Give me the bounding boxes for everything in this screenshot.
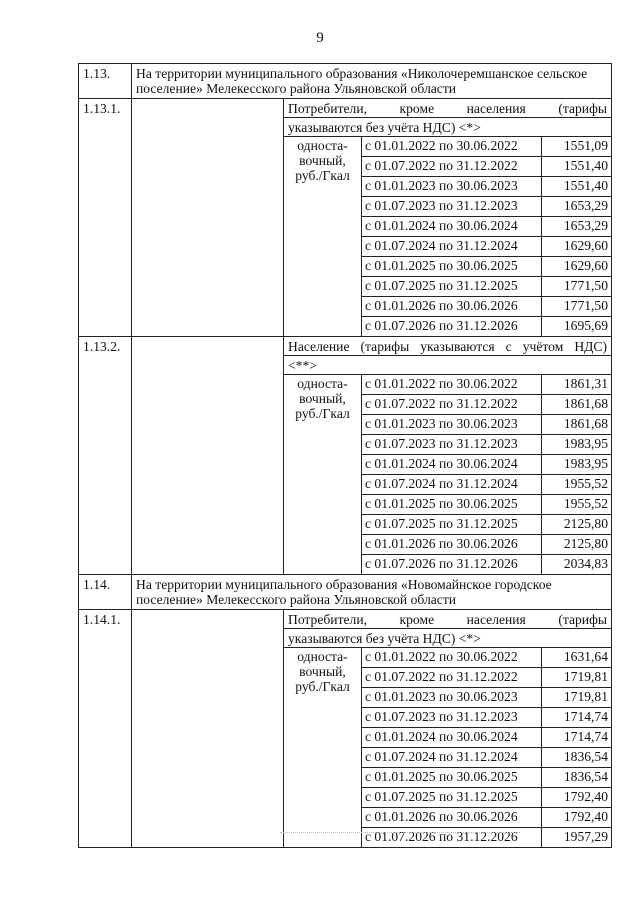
rate-period: с 01.01.2025 по 30.06.2025 [362, 257, 542, 277]
rate-period: с 01.07.2023 по 31.12.2023 [362, 197, 542, 217]
rate-period: с 01.01.2026 по 30.06.2026 [362, 297, 542, 317]
rate-value: 1714,74 [542, 728, 612, 748]
blank-cell [132, 337, 284, 575]
consumer-category-line-2: указываются без учёта НДС) <*> [284, 629, 612, 648]
rate-value: 1836,54 [542, 768, 612, 788]
subsection-header-row [79, 337, 612, 356]
rate-period: с 01.07.2026 по 31.12.2026 [362, 828, 542, 848]
rate-value: 1957,29 [542, 828, 612, 848]
subsection-number: 1.13.2. [79, 337, 132, 575]
section-header-row [79, 575, 612, 610]
rate-period: с 01.01.2023 по 30.06.2023 [362, 415, 542, 435]
rate-value: 1836,54 [542, 748, 612, 768]
rate-period: с 01.07.2024 по 31.12.2024 [362, 475, 542, 495]
rate-period: с 01.07.2026 по 31.12.2026 [362, 317, 542, 337]
rate-period: с 01.07.2023 по 31.12.2023 [362, 708, 542, 728]
rate-value: 1719,81 [542, 688, 612, 708]
rate-value: 1629,60 [542, 257, 612, 277]
page-number: 9 [316, 30, 324, 46]
consumer-category-line-1: Потребители, кроме населения (тарифы [284, 610, 612, 629]
rate-period: с 01.01.2022 по 30.06.2022 [362, 375, 542, 395]
rate-value: 1629,60 [542, 237, 612, 257]
rate-value: 1792,40 [542, 808, 612, 828]
consumer-category-line-2: <**> [284, 356, 612, 375]
rate-value: 1861,31 [542, 375, 612, 395]
rate-value: 1695,69 [542, 317, 612, 337]
subsection-header-row [79, 610, 612, 629]
rate-value: 2125,80 [542, 515, 612, 535]
consumer-category-line-1: Потребители, кроме населения (тарифы [284, 99, 612, 118]
rate-value: 1955,52 [542, 475, 612, 495]
rate-value: 1983,95 [542, 435, 612, 455]
rate-value: 1653,29 [542, 197, 612, 217]
section-number: 1.14. [79, 575, 132, 610]
rate-period: с 01.01.2026 по 30.06.2026 [362, 535, 542, 555]
consumer-category-line-1: Население (тарифы указываются с учётом НДС) [284, 337, 612, 356]
section-header-row [79, 64, 612, 99]
tariff-table [78, 63, 612, 848]
rate-value: 1719,81 [542, 668, 612, 688]
rate-period: с 01.07.2025 по 31.12.2025 [362, 788, 542, 808]
tariff-unit: односта- вочный, руб./Гкал [284, 375, 362, 575]
section-title: На территории муниципального образования «Новомайнское городское поселение» Мелекесского района Ульяновской области [132, 575, 612, 610]
consumer-category-line-2: указываются без учёта НДС) <*> [284, 118, 612, 137]
rate-period: с 01.01.2026 по 30.06.2026 [362, 808, 542, 828]
rate-period: с 01.01.2023 по 30.06.2023 [362, 688, 542, 708]
scan-artifact-line [280, 832, 520, 833]
tariff-unit: односта- вочный, руб./Гкал [284, 137, 362, 337]
rate-period: с 01.07.2022 по 31.12.2022 [362, 668, 542, 688]
rate-period: с 01.01.2025 по 30.06.2025 [362, 495, 542, 515]
rate-period: с 01.01.2023 по 30.06.2023 [362, 177, 542, 197]
rate-value: 1714,74 [542, 708, 612, 728]
rate-period: с 01.07.2024 по 31.12.2024 [362, 748, 542, 768]
rate-value: 1771,50 [542, 277, 612, 297]
rate-value: 1792,40 [542, 788, 612, 808]
rate-period: с 01.01.2022 по 30.06.2022 [362, 137, 542, 157]
rate-value: 1771,50 [542, 297, 612, 317]
subsection-header-row [79, 99, 612, 118]
rate-value: 1551,40 [542, 177, 612, 197]
rate-period: с 01.07.2025 по 31.12.2025 [362, 277, 542, 297]
rate-value: 1631,64 [542, 648, 612, 668]
rate-value: 2125,80 [542, 535, 612, 555]
rate-period: с 01.07.2022 по 31.12.2022 [362, 157, 542, 177]
tariff-unit: односта- вочный, руб./Гкал [284, 648, 362, 848]
rate-period: с 01.01.2024 по 30.06.2024 [362, 455, 542, 475]
rate-value: 1983,95 [542, 455, 612, 475]
section-title: На территории муниципального образования «Николочеремшанское сельское поселение» Мелекесского района Ульяновской области [132, 64, 612, 99]
rate-period: с 01.07.2025 по 31.12.2025 [362, 515, 542, 535]
rate-value: 1861,68 [542, 415, 612, 435]
rate-period: с 01.07.2024 по 31.12.2024 [362, 237, 542, 257]
rate-period: с 01.07.2022 по 31.12.2022 [362, 395, 542, 415]
rate-value: 1955,52 [542, 495, 612, 515]
rate-value: 1551,40 [542, 157, 612, 177]
rate-value: 1653,29 [542, 217, 612, 237]
rate-period: с 01.07.2023 по 31.12.2023 [362, 435, 542, 455]
rate-value: 2034,83 [542, 555, 612, 575]
blank-cell [132, 610, 284, 848]
rate-value: 1551,09 [542, 137, 612, 157]
rate-period: с 01.01.2024 по 30.06.2024 [362, 728, 542, 748]
rate-period: с 01.01.2025 по 30.06.2025 [362, 768, 542, 788]
rate-period: с 01.01.2022 по 30.06.2022 [362, 648, 542, 668]
rate-value: 1861,68 [542, 395, 612, 415]
blank-cell [132, 99, 284, 337]
rate-period: с 01.01.2024 по 30.06.2024 [362, 217, 542, 237]
rate-period: с 01.07.2026 по 31.12.2026 [362, 555, 542, 575]
subsection-number: 1.14.1. [79, 610, 132, 848]
subsection-number: 1.13.1. [79, 99, 132, 337]
section-number: 1.13. [79, 64, 132, 99]
